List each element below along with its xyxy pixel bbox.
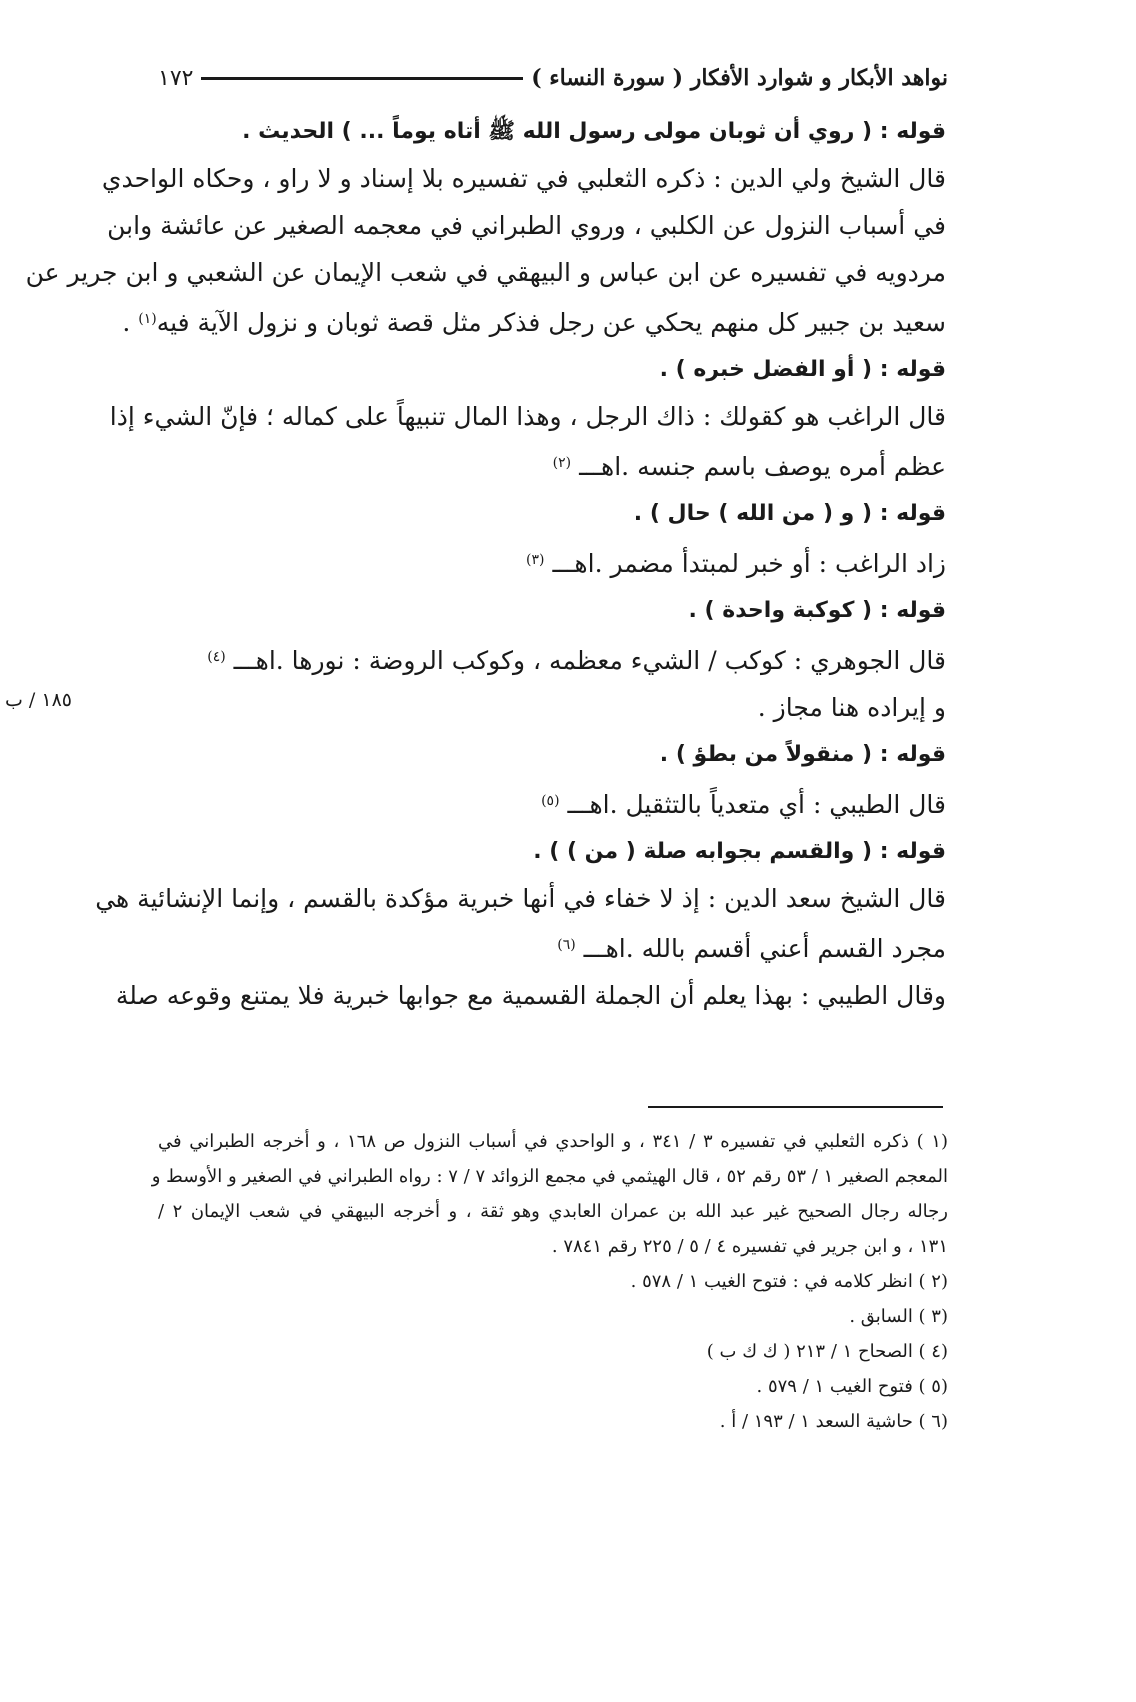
line-text: قوله : ( منقولاً من بطؤ ) . (659, 742, 946, 767)
header-title: نواهد الأبكار و شوارد الأفكار ( سورة النساء ) (531, 65, 948, 91)
line-text: وقال الطيبي : بهذا يعلم أن الجملة القسمية مع جوابها خبرية فلا يمتنع وقوعه صلة (115, 981, 946, 1010)
line-text: قال الطيبي : أي متعدياً بالتثقيل .اهـــ (559, 790, 946, 819)
footnote-separator (648, 1106, 943, 1108)
footnote-marker: (٥) (541, 793, 560, 809)
line-text: قال الجوهري : كوكب / الشيء معظمه ، وكوكب الروضة : نورها .اهـــ (225, 646, 946, 675)
line-text: زاد الراغب : أو خبر لمبتدأ مضمر .اهـــ (544, 549, 946, 578)
line-text: (١ ) ذكره الثعلبي في تفسيره ٣ / ٣٤١ ، و الواحدي في أسباب النزول ص ١٦٨ ، و أخرجه الطبراني في (158, 1131, 948, 1152)
footnotes (151, 1124, 948, 1439)
running-header (158, 56, 948, 100)
margin-folio-note: ١٨٥ / ب (5, 689, 72, 711)
text-line (101, 155, 946, 202)
text-line (115, 972, 946, 1019)
section-heading (150, 108, 946, 155)
text-line (95, 875, 946, 922)
line-text: سعيد بن جبير كل منهم يحكي عن رجل فذكر مثل قصة ثوبان و نزول الآية فيه (156, 308, 946, 337)
line-text: قوله : ( روي أن ثوبان مولى رسول الله ﷺ أتاه يوماً ... ) الحديث . (242, 119, 946, 144)
line-text-tail: . (122, 308, 139, 337)
footnote-line (158, 1404, 948, 1439)
text-line (150, 440, 946, 490)
text-line (150, 922, 946, 972)
line-text: عظم أمره يوصف باسم جنسه .اهـــ (571, 452, 946, 481)
section-heading (150, 731, 946, 778)
footnote-line (158, 1299, 948, 1334)
line-text: (٤ ) الصحاح ١ / ٢١٣ ( ك ك ب ) (706, 1341, 948, 1362)
line-text: (٢ ) انظر كلامه في : فتوح الغيب ١ / ٥٧٨ . (630, 1271, 948, 1292)
line-text: مردويه في تفسيره عن ابن عباس و البيهقي في شعب الإيمان عن الشعبي و ابن جرير عن (25, 258, 946, 287)
line-text: قوله : ( و ( من الله ) حال ) . (633, 501, 946, 526)
line-text: قال الشيخ ولي الدين : ذكره الثعلبي في تفسيره بلا إسناد و لا راو ، وحكاه الواحدي (101, 164, 946, 193)
footnote-line (151, 1159, 948, 1194)
footnote-line (158, 1229, 948, 1264)
text-line (109, 393, 946, 440)
line-text: (٣ ) السابق . (849, 1306, 948, 1327)
section-heading (150, 587, 946, 634)
text-line (122, 296, 946, 346)
footnote-marker: (٢) (552, 455, 572, 471)
footnote-line (158, 1124, 948, 1159)
section-heading (150, 490, 946, 537)
footnote-marker: (١) (138, 311, 157, 327)
footnote-line (158, 1194, 948, 1229)
text-line (25, 249, 946, 296)
line-text: المعجم الصغير ١ / ٥٣ رقم ٥٢ ، قال الهيثمي في مجمع الزوائد ٧ / ٧ : رواه الطبراني في الصغير و الأوسط و (151, 1166, 948, 1187)
line-text: قال الراغب هو كقولك : ذاك الرجل ، وهذا المال تنبيهاً على كماله ؛ فإنّ الشيء إذا (109, 402, 946, 431)
footnote-line (158, 1334, 948, 1369)
footnote-marker: (٤) (207, 649, 226, 665)
line-text: مجرد القسم أعني أقسم بالله .اهـــ (575, 934, 946, 963)
line-text: ١٣١ ، و ابن جرير في تفسيره ٤ / ٥ / ٢٢٥ رقم ٧٨٤١ . (551, 1236, 948, 1257)
line-text: في أسباب النزول عن الكلبي ، وروي الطبراني في معجمه الصغير عن عائشة وابن (107, 211, 946, 240)
line-text: رجاله رجال الصحيح غير عبد الله بن عمران العابدي وهو ثقة ، و أخرجه البيهقي في شعب الإيمان ٢ / (158, 1201, 948, 1222)
line-text: قوله : ( كوكبة واحدة ) . (688, 598, 946, 623)
header-rule (201, 77, 523, 80)
page-number: ١٧٢ (158, 65, 194, 91)
text-line (150, 778, 946, 828)
section-heading (150, 828, 946, 875)
line-text: (٥ ) فتوح الغيب ١ / ٥٧٩ . (756, 1376, 948, 1397)
text-line (150, 684, 946, 731)
footnote-marker: (٣) (526, 552, 545, 568)
section-heading (150, 346, 946, 393)
footnote-line (158, 1369, 948, 1404)
text-line (150, 634, 946, 684)
text-line (150, 537, 946, 587)
footnote-marker: (٦) (557, 937, 576, 953)
line-text: قوله : ( والقسم بجوابه صلة ( من ) ) . (533, 839, 946, 864)
line-text: و إيراده هنا مجاز . (757, 693, 946, 722)
line-text: قال الشيخ سعد الدين : إذ لا خفاء في أنها خبرية مؤكدة بالقسم ، وإنما الإنشائية هي (95, 884, 946, 913)
text-line (107, 202, 946, 249)
line-text: (٦ ) حاشية السعد ١ / ١٩٣ / أ . (719, 1411, 948, 1432)
footnote-line (158, 1264, 948, 1299)
line-text: قوله : ( أو الفضل خبره ) . (659, 357, 946, 382)
